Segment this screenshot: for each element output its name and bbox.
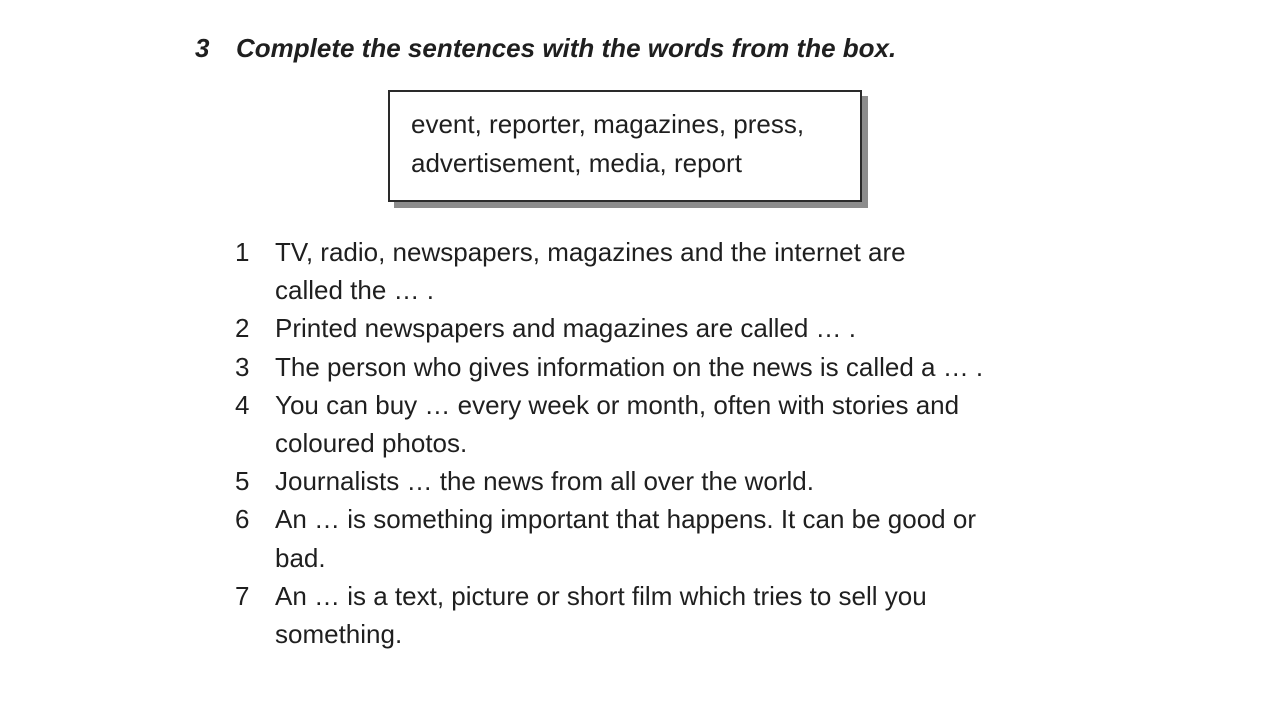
sentence-line: something. xyxy=(275,619,403,650)
word-box xyxy=(388,90,862,202)
sentence-item-6 xyxy=(235,500,1075,576)
sentence-number: 6 xyxy=(235,504,250,535)
sentence-item-3 xyxy=(235,348,1075,386)
sentence-number: 4 xyxy=(235,389,250,420)
word-box-line-1: event, reporter, magazines, press, xyxy=(411,109,805,139)
sentence-item-5 xyxy=(235,462,1075,500)
sentence-line: coloured photos. xyxy=(275,428,468,459)
sentence-number: 5 xyxy=(235,466,250,497)
sentence-line: called the … . xyxy=(275,275,434,306)
sentence-line: You can buy … every week or month, often with stories and xyxy=(275,389,960,420)
exercise-instruction: Complete the sentences with the words from the box. xyxy=(236,33,897,63)
sentence-line: The person who gives information on the news is called a … . xyxy=(275,351,984,382)
sentence-item-1 xyxy=(235,233,1075,309)
sentence-number: 1 xyxy=(235,237,250,267)
sentence-line: Printed newspapers and magazines are called … . xyxy=(275,313,856,344)
sentence-line: An … is a text, picture or short film which tries to sell you xyxy=(275,580,927,611)
sentence-number: 3 xyxy=(235,351,250,382)
sentence-line: bad. xyxy=(275,542,326,573)
sentence-item-2 xyxy=(235,309,1075,347)
sentence-item-7 xyxy=(235,577,1075,653)
sentence-item-4 xyxy=(235,386,1075,462)
sentence-line: An … is something important that happens. It can be good or xyxy=(275,504,976,535)
sentence-number: 2 xyxy=(235,313,250,344)
sentence-number: 7 xyxy=(235,580,250,611)
exercise-heading xyxy=(195,30,896,66)
sentence-line: TV, radio, newspapers, magazines and the internet are xyxy=(275,237,906,267)
word-box-line-2: advertisement, media, report xyxy=(411,148,742,178)
sentence-list xyxy=(235,233,1075,653)
sentence-line: Journalists … the news from all over the world. xyxy=(275,466,814,497)
exercise-number: 3 xyxy=(195,33,210,63)
